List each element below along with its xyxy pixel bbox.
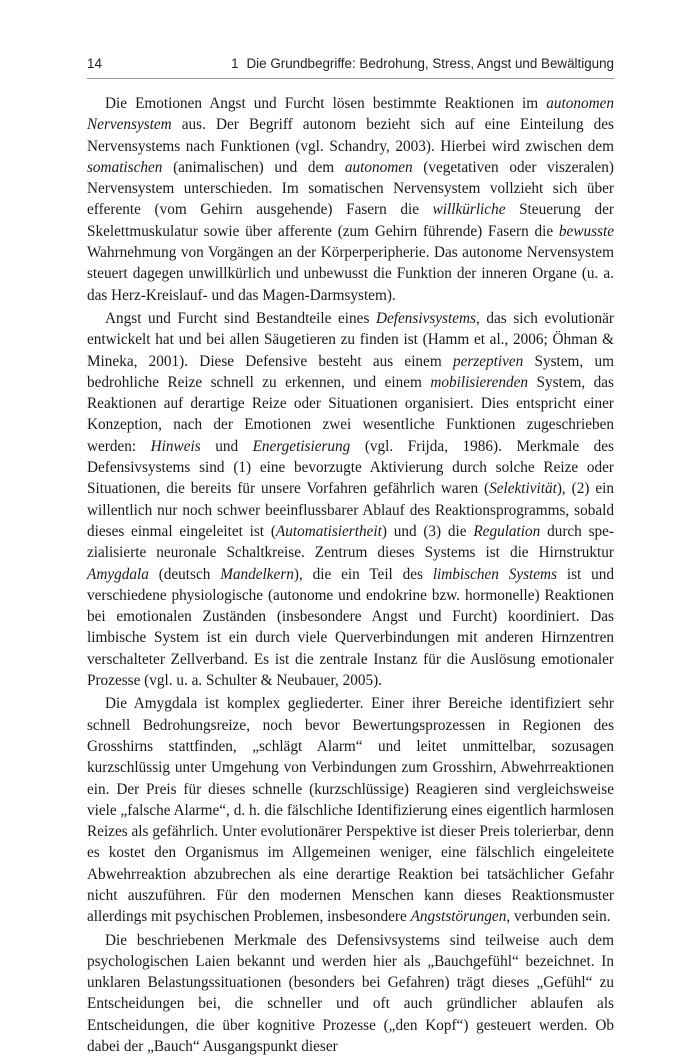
text-run: und	[200, 437, 253, 455]
text-run: , verbunden sein.	[506, 908, 611, 926]
emphasized-term: limbischen Systems	[432, 565, 558, 583]
emphasized-term: Amygdala	[87, 565, 149, 583]
text-run: System, das Reaktionen auf derartige Reize oder Situationen organisiert. Dies entspricht einer Konzeption, nach der Emotionen zwei wesentliche Funktionen zugeschrieben werden:	[87, 373, 614, 455]
emphasized-term: bewusste	[558, 222, 614, 240]
text-run: Angst und Furcht sind Bestandteile eines	[105, 309, 376, 327]
text-run: (vegetativen oder viszeralen) Nervensystem unterschieden. Im somatischen Nervensystem vollzieht sich über efferente (vom Gehirn ausgehende) Fasern die	[87, 158, 614, 219]
emphasized-term: Hinweis	[150, 437, 201, 455]
text-run: (vgl. Frijda, 1986). Merkmale des Defensivsystems sind (1) eine bevorzugte Aktivierung durch solche Reize oder Situationen, die bereits für unsere Vorfahren gefährlich waren (	[87, 437, 614, 498]
text-run: Wahrnehmung von Vorgängen an der Körperperipherie. Das autonome Nervensystem steuert dagegen unwillkürlich und unbewusst die Funktion der inneren Organe (u. a. das Herz-Kreislauf- und das Magen-Darmsystem).	[87, 244, 614, 304]
chapter-number: 1	[231, 56, 239, 71]
paragraph	[87, 693, 614, 927]
emphasized-term: Automatisiertheit	[275, 522, 382, 540]
text-run: ), (2) ein willentlich nur noch schwer beeinflussbarer Ablauf des Reaktionsprogramms, sobald dieses einmal eingeleitet ist (	[87, 480, 614, 540]
paragraph	[87, 308, 614, 691]
emphasized-term: somatischen	[87, 158, 163, 176]
emphasized-term: willkürliche	[432, 201, 506, 219]
emphasized-term: autonomen Nervensystem	[87, 95, 614, 134]
page-number: 14	[87, 56, 102, 71]
emphasized-term: Angststörungen	[410, 908, 507, 926]
text-run: Die beschriebenen Merkmale des Defensivsystems sind teilweise auch dem psychologischen Laien bekannt und werden hier als „Bauchgefühl“ bezeichnet. In unklaren Belastungssituationen (besonders bei Gefahren) trägt dieses „Gefühl“ zu Entscheidungen bei, die schneller und oft auch gründlicher ablaufen als Entscheidungen, die über kognitive Prozesse („den Kopf“) gesteuert werden. Ob dabei der „Bauch“ Ausgangspunkt dieser	[87, 931, 614, 1056]
text-run: (deutsch	[148, 565, 221, 583]
text-run: ) und (3) die	[381, 522, 474, 540]
text-run: Die Amygdala ist komplex gegliederter. Einer ihrer Bereiche identifiziert sehr schnell Bedrohungsreize, noch bevor Bewertungsprozessen in Regionen des Grosshirns stattfinden, „schlägt Alarm“ und leitet unmittelbar, sozusagen kurzschlüssig unter Umgehung von Verbindungen zum Grosshirn, Abwehrreaktionen ein. Der Preis für dieses schnelle (kurzschlüssige) Reagieren sind vergleichsweise viele „falsche Alarme“, d. h. die fälschliche Identifizierung eines eigentlich harmlosen Reizes als gefährlich. Unter evolutionärer Perspektive ist dieser Preis tolerierbar, denn es kostet den Organismus im Allgemeinen weniger, eine fälschlich eingeleitete Abwehrreaktion abzubrechen als eine derartige Reaktion bei tatsächlicher Gefahr nicht auszuführen. Für den modernen Menschen kann dieses Reaktionsmuster allerdings mit psychischen Problemen, insbesondere	[87, 695, 614, 926]
emphasized-term: Regulation	[473, 522, 541, 540]
text-run: durch spezialisierte neuronale Schaltkreise. Zentrum dieses Systems ist die Hirnstruktur	[87, 522, 615, 562]
chapter-title: Die Grundbegriffe: Bedrohung, Stress, Angst und Bewältigung	[246, 56, 614, 71]
text-run: System, um bedrohliche Reize schnell zu erkennen, und einem	[87, 352, 614, 391]
emphasized-term: Selektivität	[489, 480, 557, 498]
emphasized-term: Defensivsystems	[376, 309, 476, 327]
running-head	[231, 56, 614, 71]
emphasized-term: Mandelkern	[220, 565, 294, 583]
text-run: ), die ein Teil des	[293, 565, 433, 583]
running-header	[87, 56, 614, 79]
emphasized-term: autonomen	[344, 158, 413, 176]
text-run: , das sich evolutionär entwickelt hat und bei allen Säugetieren zu finden ist (Hamm et al., 2006; Öhman & Mineka, 2001). Diese Defensive besteht aus einem	[87, 309, 614, 370]
paragraph	[87, 93, 614, 306]
emphasized-term: Energetisierung	[252, 437, 351, 455]
text-run: aus. Der Begriff autonom bezieht sich auf eine Einteilung des Nervensystems nach Funktionen (vgl. Schandry, 2003). Hierbei wird zwischen dem	[87, 116, 614, 155]
text-run: Die Emotionen Angst und Furcht lösen bestimmte Reaktionen im	[105, 95, 547, 112]
text-run: ist und verschiedene physiologische (autonome und endokrine bzw. hormonelle) Reaktionen bei emotionalen Zuständen (insbesondere Angst und Furcht) koordiniert. Das limbische System ist ein durch viele Querverbindungen mit anderen Hirnzentren verschalteter Zellverband. Es ist die zentrale Instanz für die Auslösung emotionaler Prozesse (vgl. u. a. Schulter & Neubauer, 2005).	[87, 565, 614, 690]
emphasized-term: perzeptiven	[452, 352, 524, 370]
emphasized-term: mobilisierenden	[430, 373, 529, 391]
body-text	[87, 93, 614, 1059]
text-run: (animalischen) und dem	[162, 158, 345, 176]
text-run: Steuerung der Skelettmuskulatur sowie über afferente (zum Gehirn führende) Fasern die	[87, 201, 614, 240]
paragraph	[87, 930, 614, 1058]
